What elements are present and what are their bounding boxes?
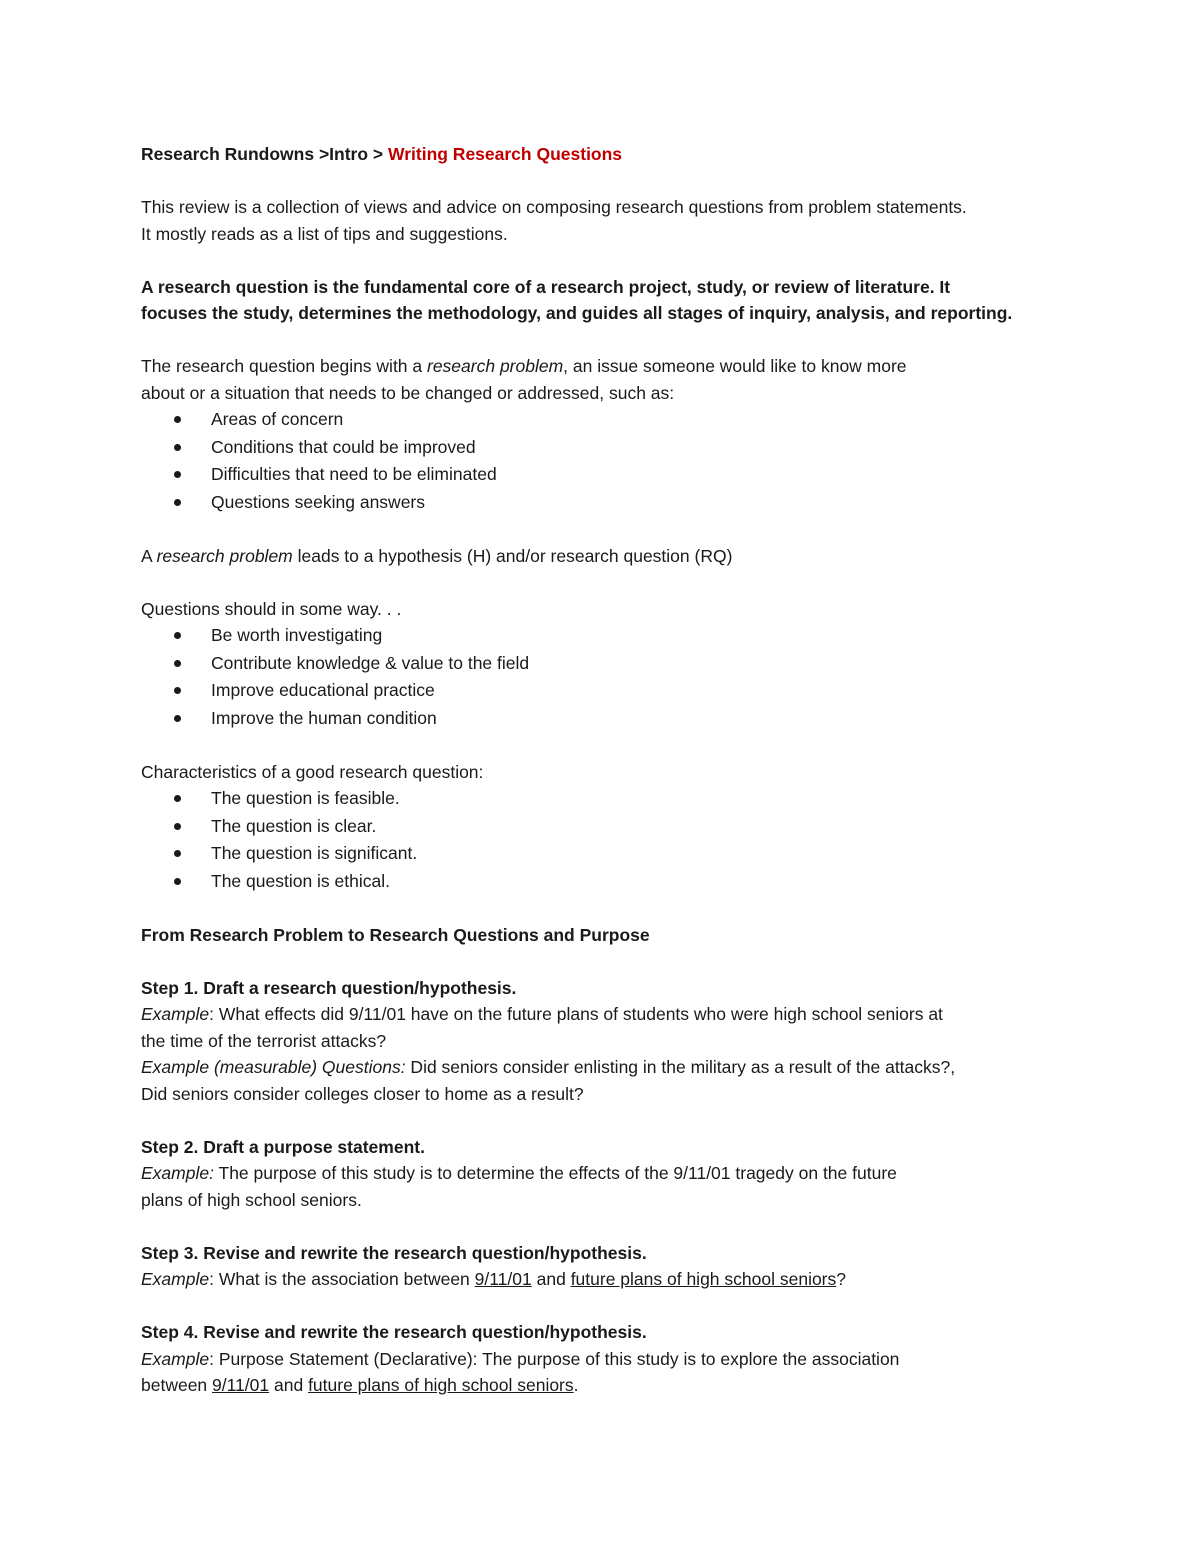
list-item [141,489,1071,517]
step1-title: Step 1. Draft a research question/hypothesis. [141,977,517,998]
list-item [141,813,1071,841]
list-item-text: Difficulties that need to be eliminated [211,464,497,484]
list-item [141,650,1071,678]
step4-example-line-1 [141,1346,1071,1373]
problem-line-2: about or a situation that needs to be changed or addressed, such as: [141,382,675,403]
list-item-text: Be worth investigating [211,625,383,645]
intro-line-1: This review is a collection of views and advice on composing research questions from problem statements. [141,197,967,217]
step1-example2-line-1 [141,1054,1071,1081]
underlined-term: future plans of high school seniors [308,1375,574,1395]
list-item-text: Conditions that could be improved [211,436,476,457]
underlined-term: future plans of high school seniors [570,1269,837,1289]
bullet-icon [174,632,181,639]
list-item [141,677,1071,705]
problem-line-1 [141,353,1071,380]
list-item-text: The question is clear. [211,815,377,836]
bullet-icon [174,687,181,694]
step2-title: Step 2. Draft a purpose statement. [141,1136,425,1157]
core-line-1: A research question is the fundamental core of a research project, study, or review of literature. It [141,276,951,297]
intro-line-2: It mostly reads as a list of tips and suggestions. [141,223,508,244]
should-list [141,622,1071,732]
list-item [141,461,1071,489]
core-line-2: focuses the study, determines the methodology, and guides all stages of inquiry, analysis, and reporting. [141,303,1013,323]
bullet-icon [174,823,181,830]
list-item [141,785,1071,813]
list-item-text: Contribute knowledge & value to the field [211,652,530,673]
bullet-icon [174,416,181,423]
bullet-icon [174,878,181,885]
example-text: and [269,1375,309,1395]
example-text: : What is the association between [209,1269,475,1289]
leads-post: leads to a hypothesis (H) and/or research question (RQ) [292,545,733,566]
bullet-icon [174,444,181,451]
breadcrumb [141,141,1071,168]
example-label: Example: [141,1163,214,1183]
list-item-text: The question is significant. [211,843,418,863]
underlined-term: 9/11/01 [212,1375,270,1395]
problem-post: , an issue someone would like to know more [563,356,907,376]
bullet-icon [174,715,181,722]
list-item-text: Areas of concern [211,409,344,429]
example-label: Example [141,1004,210,1024]
document-page [141,141,1071,1399]
step2-example-line-1 [141,1160,1071,1187]
example-text: ? [836,1269,846,1289]
step1-example-line-1 [141,1001,1071,1028]
example-label: Example (measurable) Questions: [141,1057,406,1077]
leads-italic: research problem [156,545,293,566]
breadcrumb-path: Research Rundowns >Intro > [141,144,388,164]
section-title: From Research Problem to Research Questions and Purpose [141,924,650,945]
problem-pre: The research question begins with a [141,356,427,376]
step3-example-line [141,1266,1071,1293]
list-item [141,434,1071,462]
step2-example-line-2: plans of high school seniors. [141,1189,362,1210]
list-item-text: Improve educational practice [211,680,435,700]
list-item-text: Improve the human condition [211,707,437,728]
problem-italic: research problem [427,356,564,376]
step1-example-line-2: the time of the terrorist attacks? [141,1030,387,1051]
example-text: The purpose of this study is to determine the effects of the 9/11/01 tragedy on the future [213,1163,897,1183]
list-item [141,705,1071,733]
bullet-icon [174,660,181,667]
example-text: . [573,1375,579,1395]
bullet-icon [174,499,181,506]
example-label: Example [141,1348,210,1369]
list-item [141,406,1071,434]
problem-list [141,406,1071,516]
bullet-icon [174,795,181,802]
step1-example2-line-2: Did seniors consider colleges closer to home as a result? [141,1083,584,1104]
step4-title: Step 4. Revise and rewrite the research question/hypothesis. [141,1322,647,1342]
underlined-term: 9/11/01 [474,1269,532,1289]
bullet-icon [174,850,181,857]
example-label: Example [141,1269,210,1289]
leads-pre: A [141,545,157,566]
list-item [141,840,1071,868]
step4-example-line-2 [141,1372,1071,1399]
bullet-icon [174,471,181,478]
list-item [141,622,1071,650]
example-text: : Purpose Statement (Declarative): The purpose of this study is to explore the association [209,1348,900,1369]
leads-line [141,543,1071,570]
characteristics-list [141,785,1071,895]
characteristics-heading: Characteristics of a good research question: [141,761,484,782]
example-text: : What effects did 9/11/01 have on the future plans of students who were high school seniors at [209,1004,943,1024]
should-heading: Questions should in some way. . . [141,598,402,619]
example-text: between [141,1375,213,1395]
breadcrumb-current: Writing Research Questions [388,144,623,164]
list-item [141,868,1071,896]
step3-title: Step 3. Revise and rewrite the research question/hypothesis. [141,1242,647,1263]
example-text: Did seniors consider enlisting in the military as a result of the attacks?, [405,1057,956,1077]
list-item-text: The question is feasible. [211,788,400,808]
list-item-text: Questions seeking answers [211,491,425,512]
example-text: and [531,1269,571,1289]
list-item-text: The question is ethical. [211,870,390,891]
